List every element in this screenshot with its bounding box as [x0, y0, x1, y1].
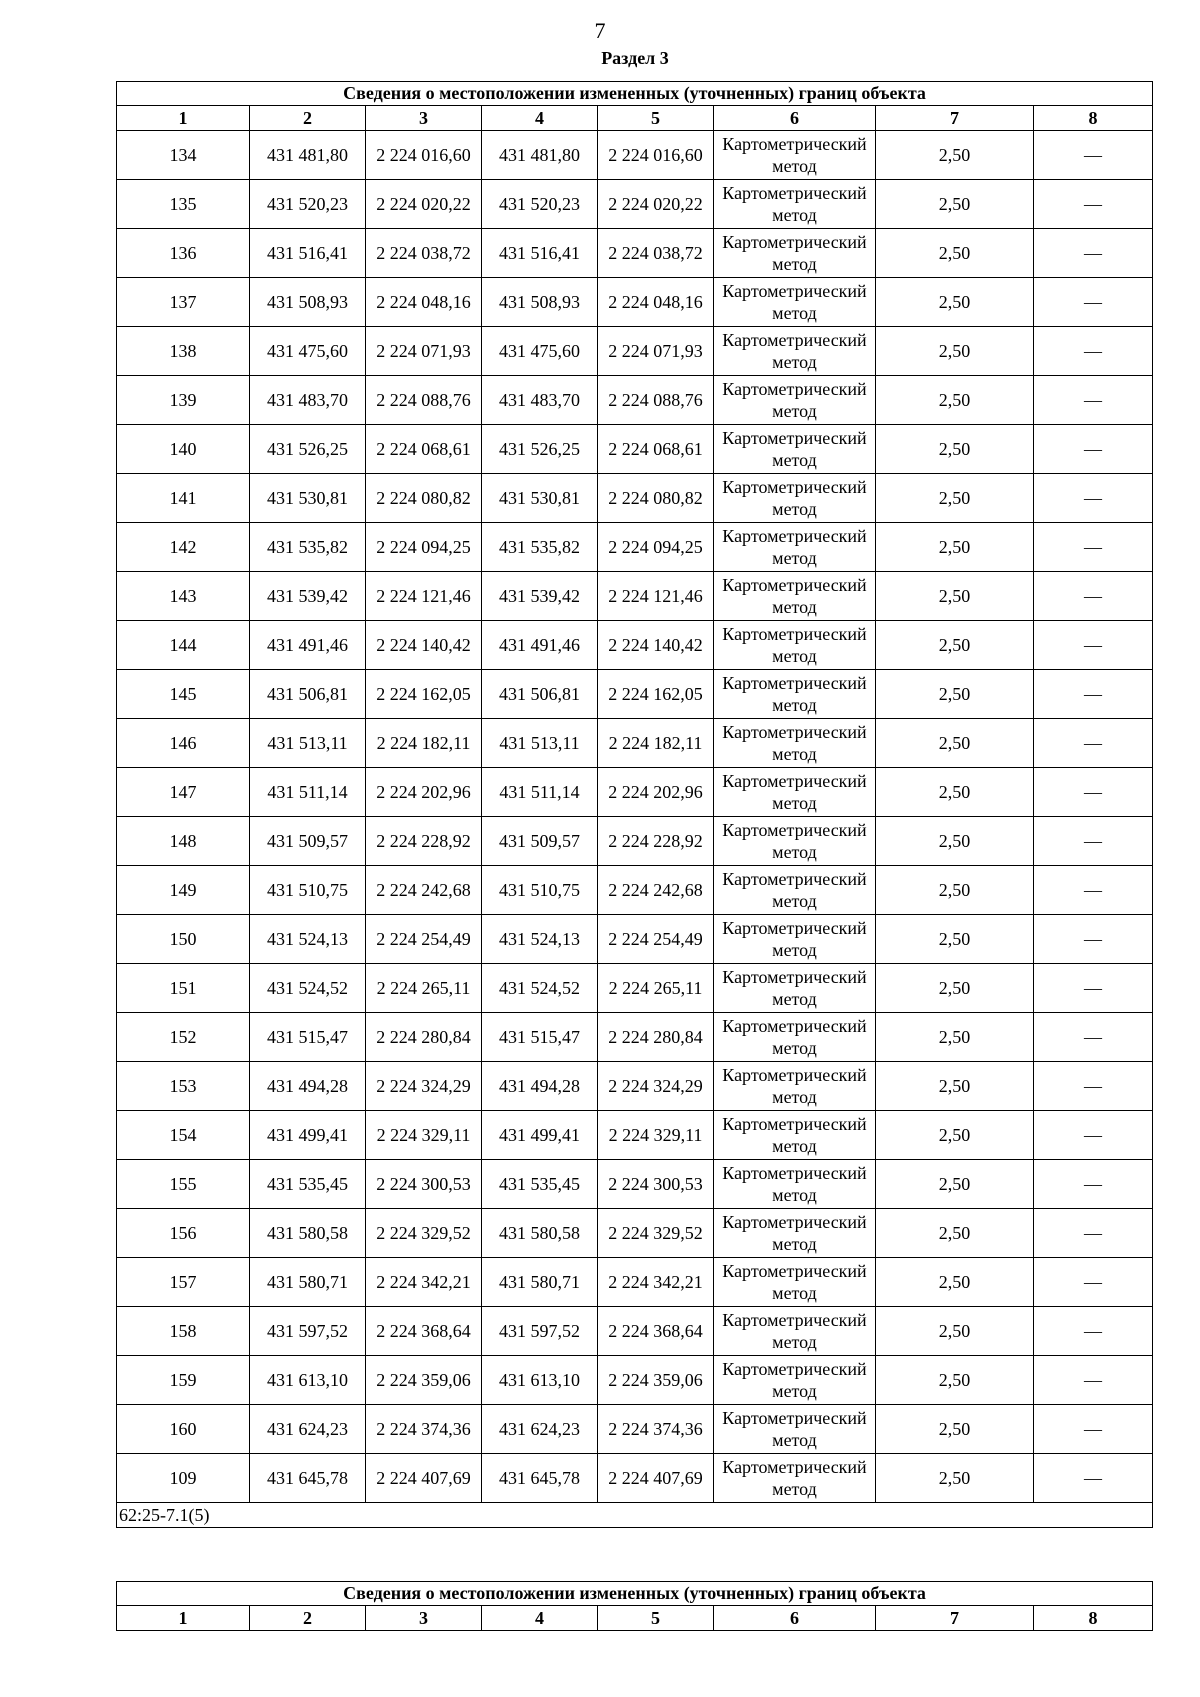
method-cell: Картометрический метод [714, 278, 876, 327]
boundary-coordinates-table-continued [116, 1581, 1153, 1631]
new-y-cell: 2 224 329,52 [598, 1209, 714, 1258]
description-cell: — [1034, 670, 1153, 719]
table-footnote: 62:25-7.1(5) [117, 1503, 1153, 1528]
precision-cell: 2,50 [876, 229, 1034, 278]
point-number-cell: 109 [117, 1454, 250, 1503]
method-cell: Картометрический метод [714, 1307, 876, 1356]
new-x-cell: 431 524,13 [482, 915, 598, 964]
old-x-cell: 431 513,11 [250, 719, 366, 768]
table-row [117, 1356, 1153, 1405]
new-x-cell: 431 624,23 [482, 1405, 598, 1454]
old-x-cell: 431 494,28 [250, 1062, 366, 1111]
old-x-cell: 431 580,58 [250, 1209, 366, 1258]
old-y-cell: 2 224 329,11 [366, 1111, 482, 1160]
new-y-cell: 2 224 329,11 [598, 1111, 714, 1160]
new-y-cell: 2 224 071,93 [598, 327, 714, 376]
new-y-cell: 2 224 254,49 [598, 915, 714, 964]
table-row [117, 1454, 1153, 1503]
column-number: 3 [366, 106, 482, 131]
precision-cell: 2,50 [876, 817, 1034, 866]
point-number-cell: 160 [117, 1405, 250, 1454]
method-cell: Картометрический метод [714, 131, 876, 180]
old-x-cell: 431 475,60 [250, 327, 366, 376]
point-number-cell: 154 [117, 1111, 250, 1160]
column-number: 2 [250, 1606, 366, 1631]
point-number-cell: 144 [117, 621, 250, 670]
new-y-cell: 2 224 068,61 [598, 425, 714, 474]
old-y-cell: 2 224 228,92 [366, 817, 482, 866]
column-number: 7 [876, 106, 1034, 131]
point-number-cell: 136 [117, 229, 250, 278]
point-number-cell: 153 [117, 1062, 250, 1111]
old-y-cell: 2 224 140,42 [366, 621, 482, 670]
description-cell: — [1034, 376, 1153, 425]
precision-cell: 2,50 [876, 670, 1034, 719]
old-x-cell: 431 613,10 [250, 1356, 366, 1405]
new-x-cell: 431 580,58 [482, 1209, 598, 1258]
new-y-cell: 2 224 080,82 [598, 474, 714, 523]
column-number-row [117, 1606, 1153, 1631]
precision-cell: 2,50 [876, 1209, 1034, 1258]
old-y-cell: 2 224 080,82 [366, 474, 482, 523]
precision-cell: 2,50 [876, 1258, 1034, 1307]
old-y-cell: 2 224 374,36 [366, 1405, 482, 1454]
table-row [117, 1062, 1153, 1111]
table-row [117, 572, 1153, 621]
method-cell: Картометрический метод [714, 180, 876, 229]
new-x-cell: 431 526,25 [482, 425, 598, 474]
old-y-cell: 2 224 265,11 [366, 964, 482, 1013]
point-number-cell: 134 [117, 131, 250, 180]
method-cell: Картометрический метод [714, 376, 876, 425]
old-x-cell: 431 526,25 [250, 425, 366, 474]
description-cell: — [1034, 1111, 1153, 1160]
point-number-cell: 152 [117, 1013, 250, 1062]
old-y-cell: 2 224 324,29 [366, 1062, 482, 1111]
old-y-cell: 2 224 020,22 [366, 180, 482, 229]
old-x-cell: 431 535,45 [250, 1160, 366, 1209]
method-cell: Картометрический метод [714, 1111, 876, 1160]
precision-cell: 2,50 [876, 1405, 1034, 1454]
old-y-cell: 2 224 359,06 [366, 1356, 482, 1405]
table-row [117, 866, 1153, 915]
point-number-cell: 138 [117, 327, 250, 376]
new-x-cell: 431 613,10 [482, 1356, 598, 1405]
description-cell: — [1034, 180, 1153, 229]
description-cell: — [1034, 719, 1153, 768]
old-y-cell: 2 224 088,76 [366, 376, 482, 425]
description-cell: — [1034, 964, 1153, 1013]
method-cell: Картометрический метод [714, 229, 876, 278]
page-number: 7 [594, 18, 606, 43]
point-number-cell: 143 [117, 572, 250, 621]
new-y-cell: 2 224 324,29 [598, 1062, 714, 1111]
precision-cell: 2,50 [876, 964, 1034, 1013]
new-x-cell: 431 580,71 [482, 1258, 598, 1307]
column-number: 5 [598, 1606, 714, 1631]
table-row [117, 327, 1153, 376]
table-row [117, 1307, 1153, 1356]
old-x-cell: 431 508,93 [250, 278, 366, 327]
point-number-cell: 149 [117, 866, 250, 915]
new-x-cell: 431 535,82 [482, 523, 598, 572]
column-number: 1 [117, 1606, 250, 1631]
new-y-cell: 2 224 140,42 [598, 621, 714, 670]
precision-cell: 2,50 [876, 1111, 1034, 1160]
precision-cell: 2,50 [876, 474, 1034, 523]
old-y-cell: 2 224 242,68 [366, 866, 482, 915]
precision-cell: 2,50 [876, 425, 1034, 474]
description-cell: — [1034, 229, 1153, 278]
column-number: 8 [1034, 1606, 1153, 1631]
method-cell: Картометрический метод [714, 670, 876, 719]
precision-cell: 2,50 [876, 866, 1034, 915]
new-y-cell: 2 224 182,11 [598, 719, 714, 768]
description-cell: — [1034, 1062, 1153, 1111]
point-number-cell: 148 [117, 817, 250, 866]
precision-cell: 2,50 [876, 131, 1034, 180]
boundary-coordinates-table [116, 81, 1153, 1528]
description-cell: — [1034, 915, 1153, 964]
new-y-cell: 2 224 265,11 [598, 964, 714, 1013]
new-x-cell: 431 481,80 [482, 131, 598, 180]
old-y-cell: 2 224 254,49 [366, 915, 482, 964]
point-number-cell: 141 [117, 474, 250, 523]
point-number-cell: 155 [117, 1160, 250, 1209]
method-cell: Картометрический метод [714, 1454, 876, 1503]
column-number: 6 [714, 1606, 876, 1631]
point-number-cell: 142 [117, 523, 250, 572]
column-number: 5 [598, 106, 714, 131]
old-y-cell: 2 224 300,53 [366, 1160, 482, 1209]
old-y-cell: 2 224 342,21 [366, 1258, 482, 1307]
new-y-cell: 2 224 407,69 [598, 1454, 714, 1503]
old-x-cell: 431 509,57 [250, 817, 366, 866]
old-y-cell: 2 224 407,69 [366, 1454, 482, 1503]
new-x-cell: 431 539,42 [482, 572, 598, 621]
description-cell: — [1034, 1356, 1153, 1405]
description-cell: — [1034, 327, 1153, 376]
old-y-cell: 2 224 071,93 [366, 327, 482, 376]
old-y-cell: 2 224 068,61 [366, 425, 482, 474]
old-y-cell: 2 224 048,16 [366, 278, 482, 327]
table-caption: Сведения о местоположении измененных (уточненных) границ объекта [117, 82, 1153, 106]
table-row [117, 817, 1153, 866]
old-x-cell: 431 516,41 [250, 229, 366, 278]
method-cell: Картометрический метод [714, 1405, 876, 1454]
table-row [117, 1258, 1153, 1307]
point-number-cell: 158 [117, 1307, 250, 1356]
old-x-cell: 431 491,46 [250, 621, 366, 670]
new-y-cell: 2 224 359,06 [598, 1356, 714, 1405]
method-cell: Картометрический метод [714, 768, 876, 817]
new-y-cell: 2 224 202,96 [598, 768, 714, 817]
point-number-cell: 159 [117, 1356, 250, 1405]
description-cell: — [1034, 817, 1153, 866]
description-cell: — [1034, 768, 1153, 817]
new-y-cell: 2 224 228,92 [598, 817, 714, 866]
new-x-cell: 431 535,45 [482, 1160, 598, 1209]
method-cell: Картометрический метод [714, 964, 876, 1013]
method-cell: Картометрический метод [714, 1013, 876, 1062]
old-x-cell: 431 510,75 [250, 866, 366, 915]
table-row [117, 474, 1153, 523]
table-row [117, 670, 1153, 719]
table-caption: Сведения о местоположении измененных (уточненных) границ объекта [117, 1582, 1153, 1606]
new-x-cell: 431 530,81 [482, 474, 598, 523]
new-x-cell: 431 483,70 [482, 376, 598, 425]
precision-cell: 2,50 [876, 768, 1034, 817]
new-y-cell: 2 224 280,84 [598, 1013, 714, 1062]
point-number-cell: 135 [117, 180, 250, 229]
new-y-cell: 2 224 162,05 [598, 670, 714, 719]
method-cell: Картометрический метод [714, 1356, 876, 1405]
new-x-cell: 431 511,14 [482, 768, 598, 817]
description-cell: — [1034, 1160, 1153, 1209]
new-y-cell: 2 224 300,53 [598, 1160, 714, 1209]
method-cell: Картометрический метод [714, 817, 876, 866]
column-number: 4 [482, 106, 598, 131]
new-y-cell: 2 224 368,64 [598, 1307, 714, 1356]
point-number-cell: 147 [117, 768, 250, 817]
precision-cell: 2,50 [876, 1356, 1034, 1405]
description-cell: — [1034, 131, 1153, 180]
new-y-cell: 2 224 016,60 [598, 131, 714, 180]
method-cell: Картометрический метод [714, 474, 876, 523]
description-cell: — [1034, 278, 1153, 327]
precision-cell: 2,50 [876, 572, 1034, 621]
old-x-cell: 431 483,70 [250, 376, 366, 425]
column-number: 6 [714, 106, 876, 131]
column-number: 8 [1034, 106, 1153, 131]
table-row [117, 719, 1153, 768]
point-number-cell: 150 [117, 915, 250, 964]
method-cell: Картометрический метод [714, 572, 876, 621]
table-row [117, 621, 1153, 670]
new-x-cell: 431 499,41 [482, 1111, 598, 1160]
new-y-cell: 2 224 088,76 [598, 376, 714, 425]
point-number-cell: 140 [117, 425, 250, 474]
point-number-cell: 137 [117, 278, 250, 327]
new-x-cell: 431 510,75 [482, 866, 598, 915]
new-x-cell: 431 516,41 [482, 229, 598, 278]
new-y-cell: 2 224 374,36 [598, 1405, 714, 1454]
old-x-cell: 431 511,14 [250, 768, 366, 817]
table-row [117, 1209, 1153, 1258]
point-number-cell: 156 [117, 1209, 250, 1258]
column-number: 1 [117, 106, 250, 131]
new-x-cell: 431 520,23 [482, 180, 598, 229]
new-x-cell: 431 506,81 [482, 670, 598, 719]
table-body [117, 131, 1153, 1503]
old-x-cell: 431 539,42 [250, 572, 366, 621]
description-cell: — [1034, 523, 1153, 572]
table-row [117, 1405, 1153, 1454]
method-cell: Картометрический метод [714, 915, 876, 964]
precision-cell: 2,50 [876, 1013, 1034, 1062]
method-cell: Картометрический метод [714, 1160, 876, 1209]
method-cell: Картометрический метод [714, 621, 876, 670]
table-row [117, 180, 1153, 229]
description-cell: — [1034, 1013, 1153, 1062]
new-x-cell: 431 509,57 [482, 817, 598, 866]
column-number: 7 [876, 1606, 1034, 1631]
old-x-cell: 431 515,47 [250, 1013, 366, 1062]
new-x-cell: 431 475,60 [482, 327, 598, 376]
precision-cell: 2,50 [876, 1454, 1034, 1503]
precision-cell: 2,50 [876, 1160, 1034, 1209]
table-row [117, 523, 1153, 572]
precision-cell: 2,50 [876, 1307, 1034, 1356]
description-cell: — [1034, 572, 1153, 621]
table-row [117, 278, 1153, 327]
point-number-cell: 157 [117, 1258, 250, 1307]
new-y-cell: 2 224 094,25 [598, 523, 714, 572]
new-x-cell: 431 513,11 [482, 719, 598, 768]
method-cell: Картометрический метод [714, 327, 876, 376]
table-row [117, 229, 1153, 278]
old-x-cell: 431 524,13 [250, 915, 366, 964]
new-y-cell: 2 224 242,68 [598, 866, 714, 915]
old-x-cell: 431 499,41 [250, 1111, 366, 1160]
method-cell: Картометрический метод [714, 719, 876, 768]
precision-cell: 2,50 [876, 523, 1034, 572]
method-cell: Картометрический метод [714, 425, 876, 474]
precision-cell: 2,50 [876, 278, 1034, 327]
new-y-cell: 2 224 121,46 [598, 572, 714, 621]
new-x-cell: 431 597,52 [482, 1307, 598, 1356]
column-number: 4 [482, 1606, 598, 1631]
old-y-cell: 2 224 016,60 [366, 131, 482, 180]
description-cell: — [1034, 866, 1153, 915]
old-y-cell: 2 224 368,64 [366, 1307, 482, 1356]
precision-cell: 2,50 [876, 1062, 1034, 1111]
old-x-cell: 431 520,23 [250, 180, 366, 229]
table-row [117, 964, 1153, 1013]
description-cell: — [1034, 425, 1153, 474]
precision-cell: 2,50 [876, 376, 1034, 425]
description-cell: — [1034, 621, 1153, 670]
new-y-cell: 2 224 020,22 [598, 180, 714, 229]
method-cell: Картометрический метод [714, 1062, 876, 1111]
old-x-cell: 431 530,81 [250, 474, 366, 523]
table-row [117, 768, 1153, 817]
table-row [117, 376, 1153, 425]
new-y-cell: 2 224 038,72 [598, 229, 714, 278]
old-x-cell: 431 506,81 [250, 670, 366, 719]
column-number-row [117, 106, 1153, 131]
precision-cell: 2,50 [876, 327, 1034, 376]
new-x-cell: 431 491,46 [482, 621, 598, 670]
new-y-cell: 2 224 048,16 [598, 278, 714, 327]
old-y-cell: 2 224 121,46 [366, 572, 482, 621]
old-y-cell: 2 224 202,96 [366, 768, 482, 817]
new-x-cell: 431 524,52 [482, 964, 598, 1013]
new-x-cell: 431 645,78 [482, 1454, 598, 1503]
old-y-cell: 2 224 094,25 [366, 523, 482, 572]
new-x-cell: 431 508,93 [482, 278, 598, 327]
point-number-cell: 151 [117, 964, 250, 1013]
column-number: 2 [250, 106, 366, 131]
precision-cell: 2,50 [876, 180, 1034, 229]
method-cell: Картометрический метод [714, 866, 876, 915]
table-row [117, 131, 1153, 180]
old-x-cell: 431 597,52 [250, 1307, 366, 1356]
point-number-cell: 139 [117, 376, 250, 425]
table-row [117, 1160, 1153, 1209]
point-number-cell: 145 [117, 670, 250, 719]
old-y-cell: 2 224 162,05 [366, 670, 482, 719]
old-x-cell: 431 524,52 [250, 964, 366, 1013]
description-cell: — [1034, 1307, 1153, 1356]
description-cell: — [1034, 1405, 1153, 1454]
precision-cell: 2,50 [876, 719, 1034, 768]
table-row [117, 1013, 1153, 1062]
description-cell: — [1034, 1209, 1153, 1258]
method-cell: Картометрический метод [714, 1209, 876, 1258]
method-cell: Картометрический метод [714, 1258, 876, 1307]
old-x-cell: 431 624,23 [250, 1405, 366, 1454]
precision-cell: 2,50 [876, 621, 1034, 670]
method-cell: Картометрический метод [714, 523, 876, 572]
new-x-cell: 431 494,28 [482, 1062, 598, 1111]
old-x-cell: 431 481,80 [250, 131, 366, 180]
point-number-cell: 146 [117, 719, 250, 768]
description-cell: — [1034, 1454, 1153, 1503]
column-number: 3 [366, 1606, 482, 1631]
old-x-cell: 431 645,78 [250, 1454, 366, 1503]
old-y-cell: 2 224 038,72 [366, 229, 482, 278]
precision-cell: 2,50 [876, 915, 1034, 964]
description-cell: — [1034, 474, 1153, 523]
table-row [117, 915, 1153, 964]
new-y-cell: 2 224 342,21 [598, 1258, 714, 1307]
description-cell: — [1034, 1258, 1153, 1307]
table-row [117, 425, 1153, 474]
old-y-cell: 2 224 329,52 [366, 1209, 482, 1258]
old-x-cell: 431 535,82 [250, 523, 366, 572]
old-y-cell: 2 224 182,11 [366, 719, 482, 768]
old-y-cell: 2 224 280,84 [366, 1013, 482, 1062]
table-row [117, 1111, 1153, 1160]
section-title: Раздел 3 [601, 48, 669, 68]
old-x-cell: 431 580,71 [250, 1258, 366, 1307]
new-x-cell: 431 515,47 [482, 1013, 598, 1062]
